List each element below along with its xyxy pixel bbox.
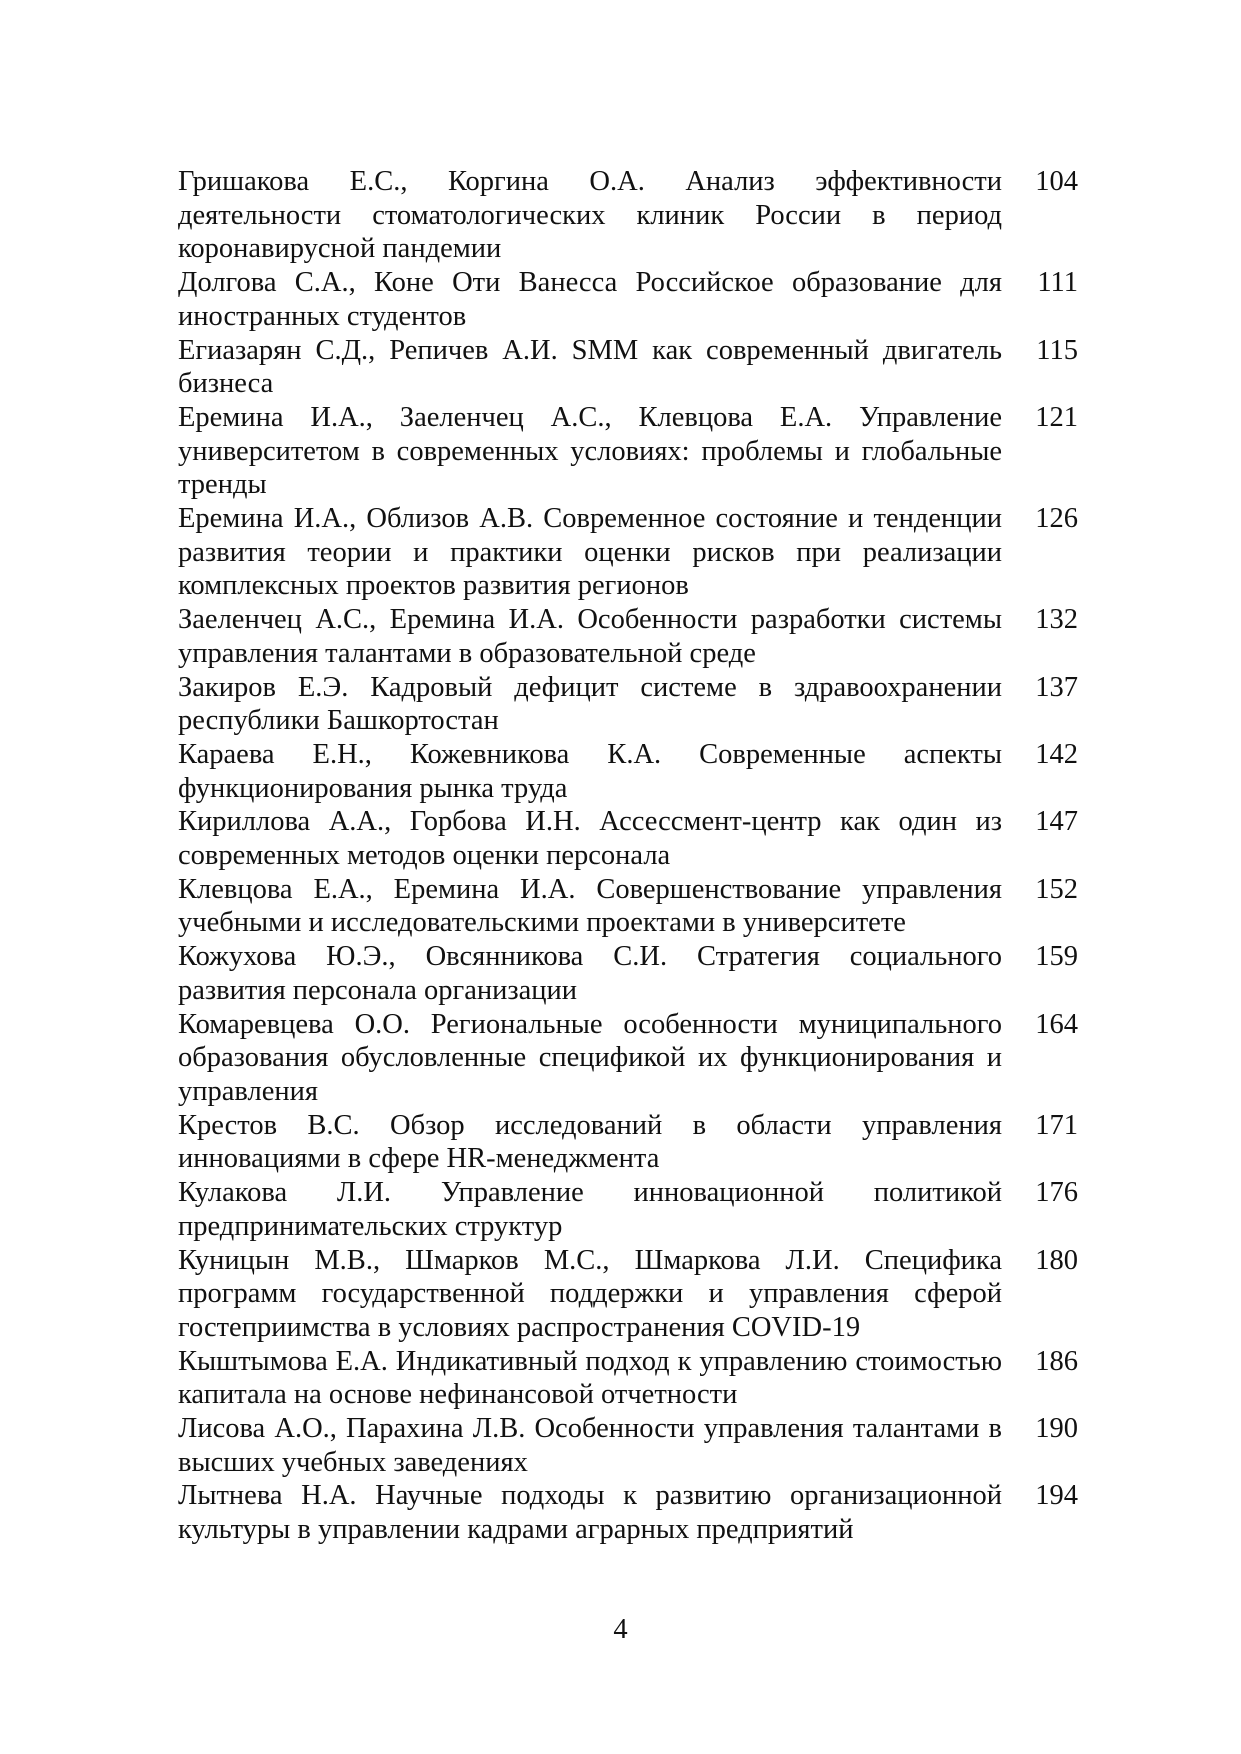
toc-entry-page: 180 [1035, 1244, 1078, 1276]
toc-entry [178, 334, 1078, 401]
toc-entry-title: Кулакова Л.И. Управление инновационной политикой предпринимательских структур [178, 1177, 1002, 1242]
toc-entry-page: 147 [1035, 806, 1078, 838]
toc-entry-page: 159 [1035, 941, 1078, 973]
toc-entry [178, 1008, 1078, 1109]
toc-entry [178, 940, 1078, 1007]
toc-entry-title: Куницын М.В., Шмарков М.С., Шмаркова Л.И. Специфика программ государственной поддержки и управления сферой гостеприимства в условиях распространения COVID-19 [178, 1244, 1002, 1343]
toc-entry [178, 502, 1078, 603]
toc-entry-page: 171 [1035, 1109, 1078, 1141]
toc-entry-title: Закиров Е.Э. Кадровый дефицит системе в здравоохранении республики Башкортостан [178, 671, 1002, 737]
toc-entry-title: Крестов В.С. Обзор исследований в области управления инновациями в сфере HR-менеджмента [178, 1109, 1002, 1175]
toc-entry [178, 1412, 1078, 1479]
toc-entry-page: 137 [1035, 671, 1078, 703]
toc-entry-title: Лисова А.О., Парахина Л.В. Особенности управления талантами в высших учебных заведениях [178, 1413, 1002, 1478]
toc-entry-title: Караева Е.Н., Кожевникова К.А. Современные аспекты функционирования рынка труда [178, 738, 1002, 804]
toc-entry-page: 121 [1035, 401, 1078, 433]
toc-entry-page: 142 [1035, 738, 1078, 770]
toc-entry [178, 671, 1078, 738]
toc-entry-page: 111 [1037, 267, 1078, 299]
toc-entry-page: 115 [1036, 334, 1078, 366]
toc-entry-title: Еремина И.А., Заеленчец А.С., Клевцова Е.А. Управление университетом в современных условиях: проблемы и глобальные тренды [178, 401, 1002, 501]
toc-entry [178, 165, 1078, 266]
toc-entry [178, 1345, 1078, 1412]
toc-entry-page: 176 [1035, 1177, 1078, 1209]
toc-entry [178, 873, 1078, 940]
toc-entry-title: Кыштымова Е.А. Индикативный подход к управлению стоимостью капитала на основе нефинансовой отчетности [178, 1345, 1002, 1411]
toc-entry [178, 1244, 1078, 1345]
toc-entry-page: 190 [1035, 1413, 1078, 1445]
toc-entry-page: 164 [1035, 1008, 1078, 1040]
toc-entry-page: 104 [1035, 166, 1078, 197]
page-number: 4 [613, 1614, 628, 1645]
toc-entry [178, 1479, 1078, 1546]
toc-entry-title: Заеленчец А.С., Еремина И.А. Особенности разработки системы управления талантами в образовательной среде [178, 604, 1002, 669]
toc-entry-title: Егиазарян С.Д., Репичев А.И. SMM как современный двигатель бизнеса [178, 334, 1002, 400]
toc-entry-title: Долгова С.А., Коне Оти Ванесса Российское образование для иностранных студентов [178, 267, 1002, 332]
toc-entry [178, 266, 1078, 333]
toc-entry-title: Комаревцева О.О. Региональные особенности муниципального образования обусловленные спецификой их функционирования и управления [178, 1008, 1002, 1107]
toc-entry-page: 132 [1035, 604, 1078, 636]
toc-entry-page: 194 [1035, 1480, 1078, 1512]
toc-entry-page: 152 [1035, 873, 1078, 905]
toc-entry-title: Кожухова Ю.Э., Овсянникова С.И. Стратегия социального развития персонала организации [178, 941, 1002, 1006]
toc-entry-page: 126 [1035, 503, 1078, 535]
toc-entry-title: Лытнева Н.А. Научные подходы к развитию организационной культуры в управлении кадрами аграрных предприятий [178, 1480, 1002, 1546]
toc-entry [178, 1176, 1078, 1243]
toc-entry-title: Клевцова Е.А., Еремина И.А. Совершенствование управления учебными и исследовательскими проектами в университете [178, 873, 1002, 939]
toc-entry [178, 805, 1078, 872]
toc-entry-title: Кириллова А.А., Горбова И.Н. Ассессмент-центр как один из современных методов оценки персонала [178, 806, 1002, 872]
table-of-contents [178, 165, 1078, 1547]
toc-entry [178, 603, 1078, 670]
toc-entry [178, 401, 1078, 502]
toc-entry [178, 738, 1078, 805]
toc-entry-title: Гришакова Е.С., Коргина О.А. Анализ эффективности деятельности стоматологических клиник России в период коронавирусной пандемии [178, 166, 1002, 265]
toc-entry-title: Еремина И.А., Облизов А.В. Современное состояние и тенденции развития теории и практики оценки рисков при реализации комплексных проектов развития регионов [178, 503, 1002, 602]
toc-entry [178, 1109, 1078, 1176]
toc-entry-page: 186 [1035, 1345, 1078, 1377]
